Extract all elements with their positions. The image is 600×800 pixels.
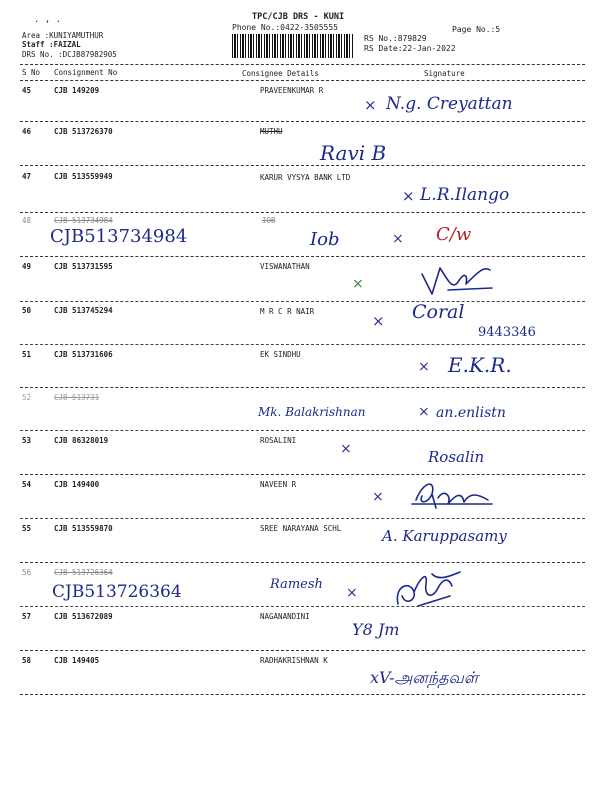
row-consignment-no: CJB 513559870 (54, 524, 113, 533)
row-divider (20, 212, 585, 213)
row-handwritten-signature: L.R.Ilango (420, 185, 510, 205)
row-consignment-no: CJB 149405 (54, 656, 100, 665)
row-handwritten-consignment: CJB513734984 (50, 226, 188, 247)
row-consignee: EK SINDHU (260, 350, 301, 359)
row-handwritten-consignment: CJB513726364 (52, 582, 182, 602)
row-mark: × (352, 276, 364, 292)
row-consignment-no: CJB 513731595 (54, 262, 113, 271)
row-handwritten-name: Iob (310, 229, 340, 250)
row-consignee: KARUR VYSYA BANK LTD (260, 173, 351, 182)
row-sno: 54 (22, 480, 32, 489)
header-divider (20, 64, 585, 65)
row-handwritten-signature: N.g. Creyattan (386, 94, 513, 114)
row-sno: 48 (22, 216, 32, 225)
row-handwritten-signature: Rosalin (428, 448, 485, 466)
row-sno: 56 (22, 568, 32, 577)
row-divider (20, 606, 585, 607)
rs-number: RS No.:879829 (364, 34, 427, 43)
row-consignee: NAGANANDINI (260, 612, 310, 621)
row-sno: 50 (22, 306, 32, 315)
row-divider (20, 165, 585, 166)
column-header-divider (20, 80, 585, 81)
row-handwritten-name: Mk. Balakrishnan (258, 405, 366, 419)
row-sno: 46 (22, 127, 32, 136)
row-handwritten-signature: C/w (436, 224, 472, 245)
col-header-signature: Signature (424, 69, 465, 78)
row-divider (20, 430, 585, 431)
row-consignee: M R C R NAIR (260, 307, 315, 316)
row-handwritten-signature: an.enlistn (436, 405, 506, 421)
row-consignment-no: CJB 513726370 (54, 127, 113, 136)
signature-scribble (388, 566, 468, 610)
row-mark: × (346, 585, 358, 601)
page-number: Page No.:5 (452, 25, 501, 34)
row-mark: × (418, 404, 430, 420)
row-divider (20, 344, 585, 345)
row-consignee: ROSALINI (260, 436, 297, 445)
row-mark: × (364, 96, 377, 114)
phone-number: Phone No.:0422-3505555 (232, 23, 338, 32)
row-consignee: VISWANATHAN (260, 262, 310, 271)
document-title: TPC/CJB DRS - KUNI (252, 12, 345, 22)
drs-number: DRS No. :DCJB87982905 (22, 50, 117, 59)
col-header-sno: S No (22, 68, 41, 77)
row-divider (20, 301, 585, 302)
row-consignment-no: CJB 513559949 (54, 172, 113, 181)
signature-scribble (408, 474, 493, 514)
row-sno: 49 (22, 262, 32, 271)
row-consignment-no: CJB 513672089 (54, 612, 113, 621)
row-divider (20, 694, 585, 695)
rs-date: RS Date:22-Jan-2022 (364, 44, 456, 53)
row-mark: × (392, 231, 404, 247)
row-sno: 51 (22, 350, 32, 359)
row-mark: × (372, 312, 385, 330)
row-divider (20, 562, 585, 563)
signature-scribble (418, 260, 498, 300)
row-sno: 47 (22, 172, 32, 181)
row-divider (20, 387, 585, 388)
row-divider (20, 474, 585, 475)
row-consignee: RADHAKRISHNAN K (260, 656, 328, 665)
row-handwritten-signature: xV-அனந்தவள் (370, 668, 479, 687)
row-consignment-no: CJB 149209 (54, 86, 100, 95)
row-divider (20, 650, 585, 651)
row-consignment-no: CJB 513731606 (54, 350, 113, 359)
col-header-consignee: Consignee Details (242, 69, 319, 78)
row-consignment-no: CJB 513745294 (54, 306, 113, 315)
row-mark: × (340, 441, 352, 457)
row-handwritten-signature: Ravi B (320, 141, 387, 165)
row-handwritten-name: Ramesh (270, 577, 323, 592)
row-handwritten-phone: 9443346 (478, 325, 536, 340)
row-mark: × (402, 187, 415, 205)
row-consignment-no: CJB 513731 (54, 393, 100, 402)
row-sno: 53 (22, 436, 32, 445)
row-sno: 52 (22, 393, 32, 402)
row-consignment-no: CJB 149400 (54, 480, 100, 489)
row-consignee: SREE NARAYANA SCHL (260, 524, 342, 533)
row-handwritten-signature: Coral (412, 301, 465, 323)
staff-label: Staff :FAIZAL (22, 40, 81, 49)
row-consignee: MUTHU (260, 127, 283, 136)
row-handwritten-signature: A. Karuppasamy (382, 527, 507, 545)
row-mark: × (372, 489, 384, 505)
row-handwritten-signature: Y8 Jm (352, 620, 400, 639)
row-consignee: NAVEEN R (260, 480, 297, 489)
row-divider (20, 518, 585, 519)
row-divider (20, 256, 585, 257)
col-header-consignment: Consignment No (54, 68, 118, 77)
row-sno: 55 (22, 524, 32, 533)
row-mark: × (418, 359, 430, 375)
row-sno: 58 (22, 656, 32, 665)
row-consignee: IOB (262, 216, 276, 225)
row-sno: 57 (22, 612, 32, 621)
row-consignment-no: CJB 86328019 (54, 436, 109, 445)
row-consignee: PRAVEENKUMAR R (260, 86, 324, 95)
top-left-marks: . , . (34, 15, 62, 25)
row-consignment-no: CJB 513726364 (54, 568, 113, 577)
area-label: Area :KUNIYAMUTHUR (22, 31, 104, 40)
barcode-image (232, 34, 354, 58)
row-consignment-no: CJB 513734984 (54, 216, 113, 225)
row-handwritten-signature: E.K.R. (448, 353, 512, 377)
row-divider (20, 121, 585, 122)
row-sno: 45 (22, 86, 32, 95)
